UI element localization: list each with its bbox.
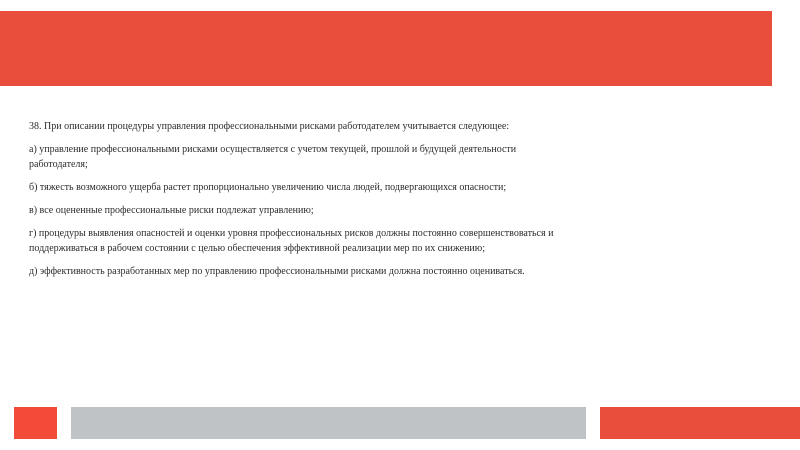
option-b: б) тяжесть возможного ущерба растет пропорционально увеличению числа людей, подвергающихся опасности;	[29, 182, 507, 193]
header-banner	[0, 11, 772, 86]
option-c: в) все оцененные профессиональные риски подлежат управлению;	[29, 205, 314, 216]
question-intro: 38. При описании процедуры управления профессиональными рисками работодателем учитывается следующее:	[29, 121, 510, 132]
option-a: а) управление профессиональными рисками осуществляется с учетом текущей, прошлой и будущей деятельности работодателя;	[29, 144, 517, 170]
option-e: д) эффективность разработанных мер по управлению профессиональными рисками должна постоянно оцениваться.	[29, 266, 525, 277]
footer-middle-bar	[71, 407, 586, 439]
option-d: г) процедуры выявления опасностей и оценки уровня профессиональных рисков должны постоянно совершенствоваться и поддерживаться в рабочем состоянии с целью обеспечения эффективной реализации мер по их снижению;	[29, 228, 554, 254]
footer-left-block	[14, 407, 57, 439]
footer-right-block	[600, 407, 800, 439]
question-text-block	[29, 119, 569, 287]
